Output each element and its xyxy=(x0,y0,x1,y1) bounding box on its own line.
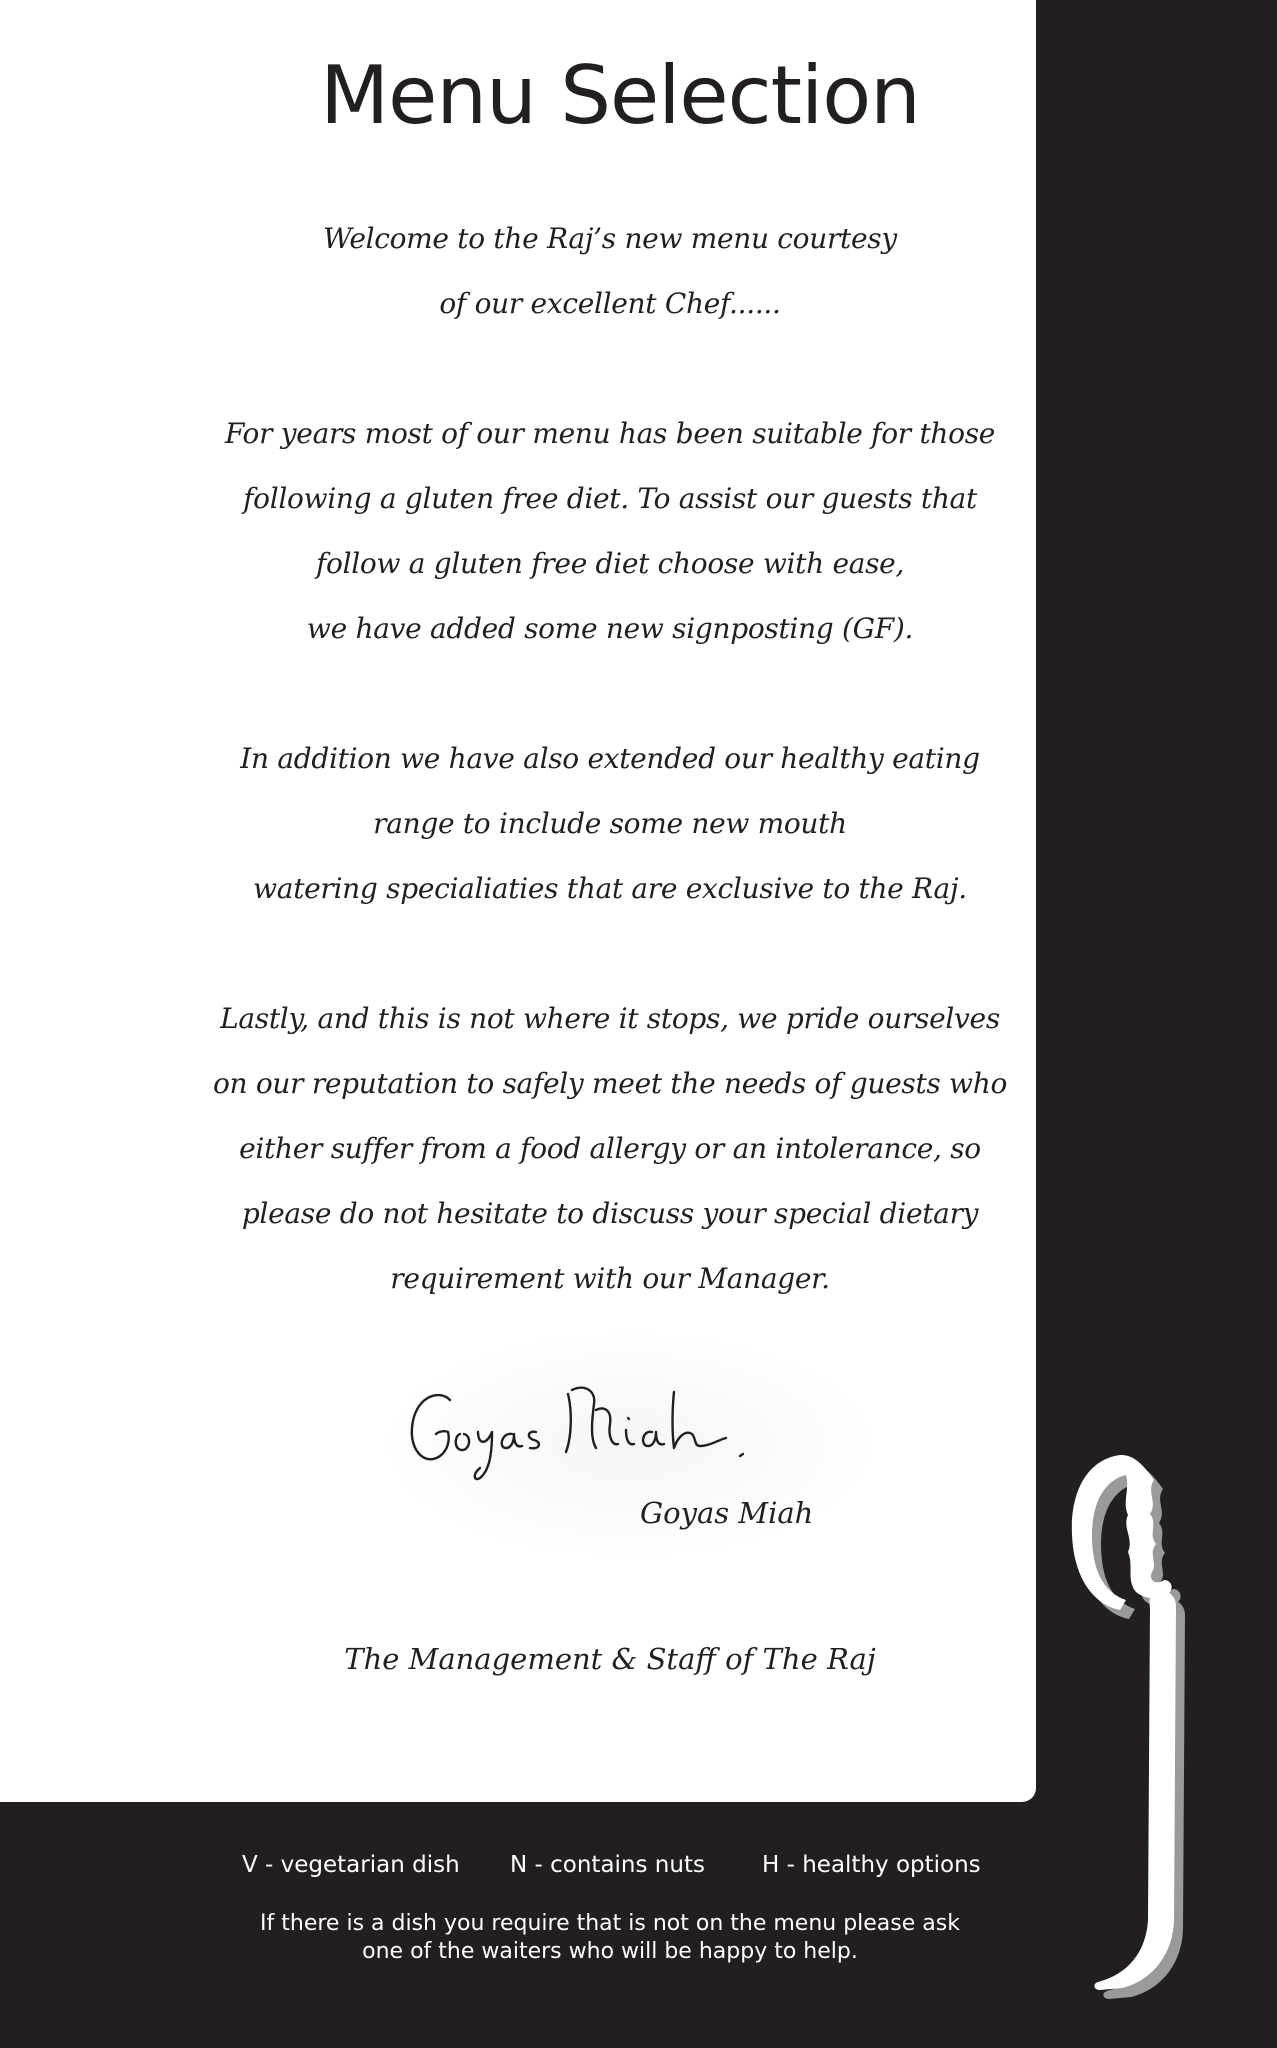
closing-line: The Management & Staff of The Raj xyxy=(344,1642,876,1676)
text-line: Lastly, and this is not where it stops, we pride ourselves xyxy=(220,1002,1000,1035)
paragraph-gluten-free xyxy=(170,401,1050,661)
text-line: For years most of our menu has been suitable for those xyxy=(224,417,996,450)
welcome-message xyxy=(170,206,1050,1376)
footer-note-line: one of the waiters who will be happy to help. xyxy=(362,1939,858,1964)
text-line: In addition we have also extended our healthy eating xyxy=(240,742,980,775)
footer-note-line: If there is a dish you require that is not on the menu please ask xyxy=(260,1911,960,1936)
legend-vegetarian: V - vegetarian dish xyxy=(242,1852,460,1878)
sword-icon xyxy=(1060,1440,1260,2010)
text-line: please do not hesitate to discuss your special dietary xyxy=(241,1197,979,1230)
text-line: either suffer from a food allergy or an intolerance, so xyxy=(239,1132,981,1165)
paragraph-allergies xyxy=(170,986,1050,1311)
handwritten-signature xyxy=(400,1380,860,1490)
text-line: Welcome to the Raj’s new menu courtesy xyxy=(323,222,897,255)
text-line: we have added some new signposting (GF). xyxy=(306,612,914,645)
dish-legend xyxy=(220,1852,1020,1892)
paragraph-welcome xyxy=(170,206,1050,336)
footer-note xyxy=(170,1910,1050,1966)
text-line: follow a gluten free diet choose with ease, xyxy=(315,547,905,580)
text-line: watering specialiaties that are exclusive to the Raj. xyxy=(253,872,967,905)
text-line: requirement with our Manager. xyxy=(390,1262,830,1295)
text-line: range to include some new mouth xyxy=(373,807,847,840)
page-title: Menu Selection xyxy=(320,49,920,142)
text-line: of our excellent Chef...... xyxy=(439,287,781,320)
text-line: on our reputation to safely meet the needs of guests who xyxy=(212,1067,1008,1100)
legend-nuts: N - contains nuts xyxy=(510,1852,705,1878)
legend-healthy: H - healthy options xyxy=(762,1852,981,1878)
text-line: following a gluten free diet. To assist our guests that xyxy=(243,482,977,515)
paragraph-healthy-eating xyxy=(170,726,1050,921)
signer-name: Goyas Miah xyxy=(640,1496,814,1530)
